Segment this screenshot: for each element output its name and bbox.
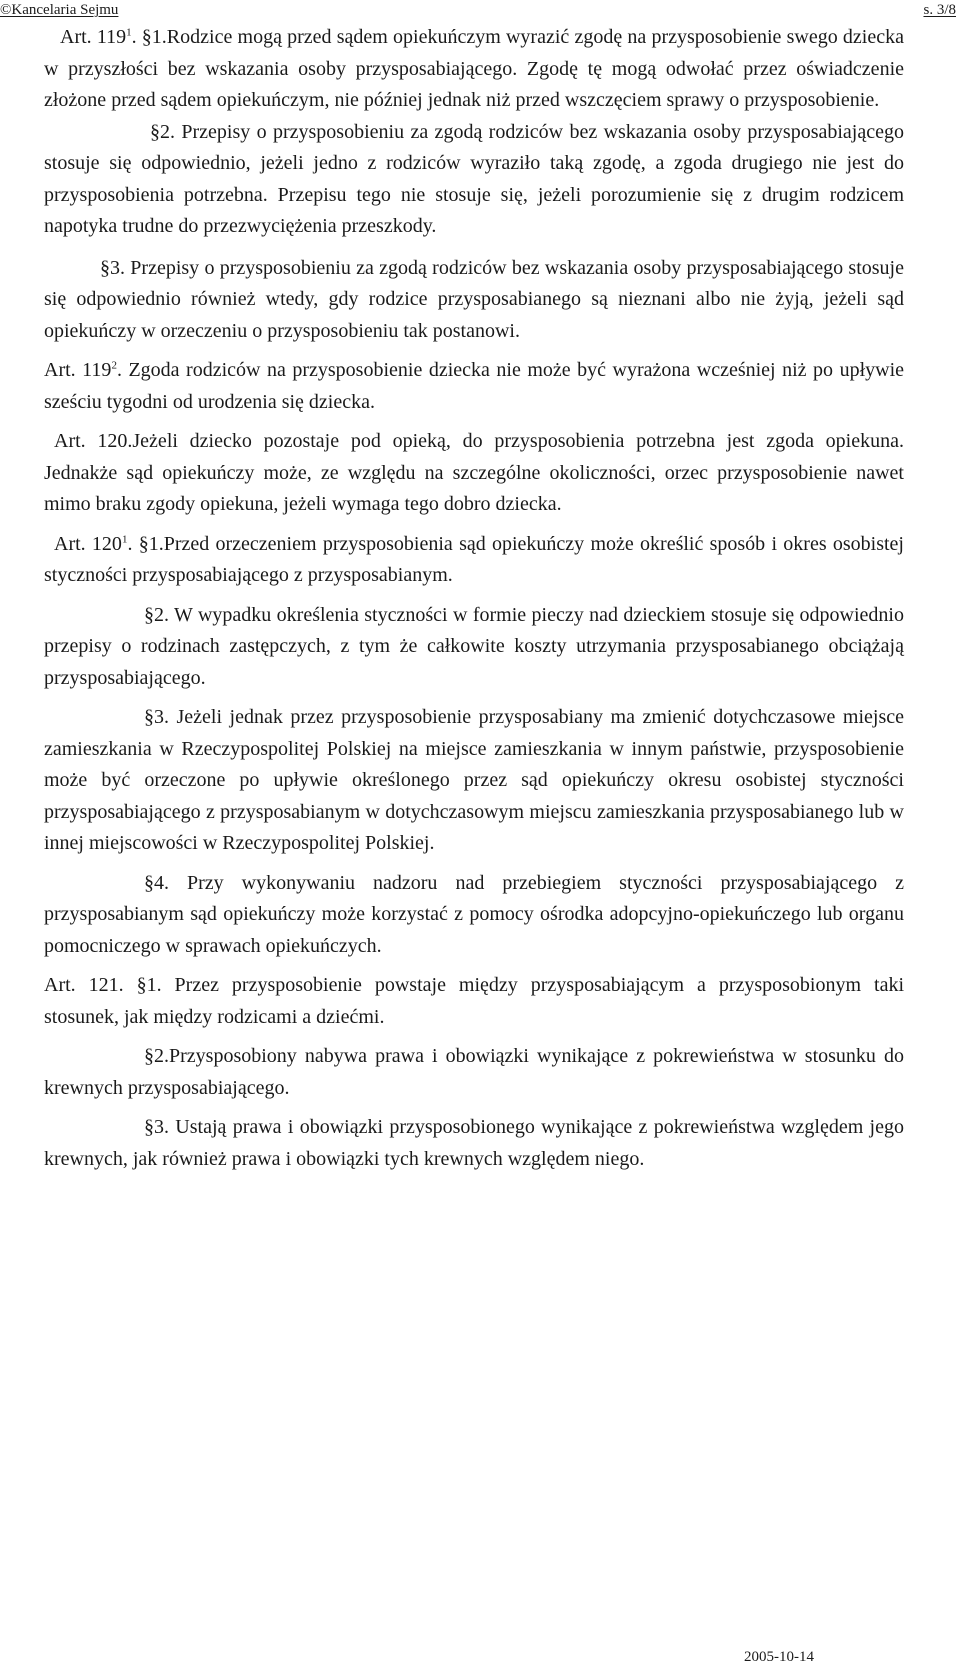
art-120-1-paragraph-4: §4. Przy wykonywaniu nadzoru nad przebiegiem styczności przysposabiającego z przysposabianym sąd opiekuńczy może korzystać z pomocy ośrodka adopcyjno-opiekuńczego lub organu pomocniczego w sprawach opiekuńczych. bbox=[44, 871, 904, 957]
art-119-2-text: . Zgoda rodziców na przysposobienie dziecka nie może być wyrażona wcześniej niż po upływie sześciu tygodni od urodzenia się dziecka. bbox=[44, 359, 905, 413]
art-121-paragraph-1: Art. 121. §1. Przez przysposobienie powstaje między przysposabiającym a przysposobionym taki stosunek, jak między rodzicami a dziećmi. bbox=[44, 974, 904, 1028]
page-number: s. 3/8 bbox=[923, 2, 956, 18]
art-119-1-text-1: . §1.Rodzice mogą przed sądem opiekuńczym wyrazić zgodę na przysposobienie swego dziecka w przyszłości bez wskazania osoby przysposabiającego. Zgodę tę mogą odwołać przez oświadczenie złożone przed sądem opiekuńczym, nie później jednak niż przed wszczęciem sprawy o przysposobienie. bbox=[44, 26, 904, 111]
art-120-1-heading: Art. 120 bbox=[54, 532, 122, 555]
art-121-paragraph-2: §2.Przysposobiony nabywa prawa i obowiązki wynikające z pokrewieństwa w stosunku do krewnych przysposabiającego. bbox=[44, 1045, 904, 1099]
art-119-1-paragraph-3: §3. Przepisy o przysposobieniu za zgodą rodziców bez wskazania osoby przysposabiającego stosuje się odpowiednio również wtedy, gdy rodzice przysposabianego są nieznani albo nie żyją, jeżeli sąd opiekuńczy w orzeczeniu o przysposobieniu tak postanowi. bbox=[44, 256, 904, 342]
art-120-1-superscript: 1 bbox=[121, 532, 128, 545]
page-header bbox=[0, 0, 960, 20]
art-120-1-text-1: . §1.Przed orzeczeniem przysposobienia sąd opiekuńczy może określić sposób i okres osobistej styczności przysposabiającego z przysposabianym. bbox=[44, 532, 904, 586]
art-119-2-heading: Art. 119 bbox=[44, 359, 112, 381]
art-120-1-paragraph-3: §3. Jeżeli jednak przez przysposobienie przysposabiany ma zmienić dotychczasowe miejsce zamieszkania w Rzeczypospolitej Polskiej na miejsce zamieszkania w innym państwie, przysposobienie może być orzeczone po upływie określonego przez sąd opiekuńczy okresu osobistej styczności przysposabiającego z przysposabianym w dotychczasowym miejscu zamieszkania przysposabianego lub w innej miejscowości w Rzeczypospolitej Polskiej. bbox=[44, 706, 904, 854]
art-120-1-paragraph-2: §2. W wypadku określenia styczności w formie pieczy nad dzieckiem stosuje się odpowiednio przepisy o rodzinach zastępczych, z tym że całkowite koszty utrzymania przysposabianego obciążają przysposabiającego. bbox=[44, 603, 904, 689]
art-119-1-superscript: 1 bbox=[126, 26, 132, 39]
art-119-1-paragraph-1 bbox=[44, 22, 904, 117]
document-body bbox=[44, 22, 904, 1175]
art-119-1-paragraph-2: §2. Przepisy o przysposobieniu za zgodą rodziców bez wskazania osoby przysposabiającego stosuje się odpowiednio, jeżeli jedno z rodziców wyraziło taką zgodę, a zgoda drugiego nie jest do przysposobienia potrzebna. Przepisu tego nie stosuje się, jeżeli porozumienie się z drugim rodzicem napotyka trudne do przezwyciężenia przeszkody. bbox=[44, 120, 904, 237]
art-120-1-paragraph-1 bbox=[44, 529, 904, 592]
art-119-2-paragraph bbox=[44, 355, 904, 418]
art-120-paragraph: Art. 120.Jeżeli dziecko pozostaje pod opieką, do przysposobienia potrzebna jest zgoda opiekuna. Jednakże sąd opiekuńczy może, ze względu na szczególne okoliczności, orzec przysposobienie nawet mimo braku zgody opiekuna, jeżeli wymaga tego dobro dziecka. bbox=[44, 430, 904, 515]
footer-date: 2005-10-14 bbox=[744, 1649, 814, 1665]
art-121-paragraph-3: §3. Ustają prawa i obowiązki przysposobionego wynikające z pokrewieństwa względem jego krewnych, jak również prawa i obowiązki tych krewnych względem niego. bbox=[44, 1116, 904, 1170]
art-119-2-superscript: 2 bbox=[111, 359, 117, 372]
header-source: ©Kancelaria Sejmu bbox=[0, 2, 119, 18]
art-119-1-heading: Art. 119 bbox=[60, 26, 127, 48]
